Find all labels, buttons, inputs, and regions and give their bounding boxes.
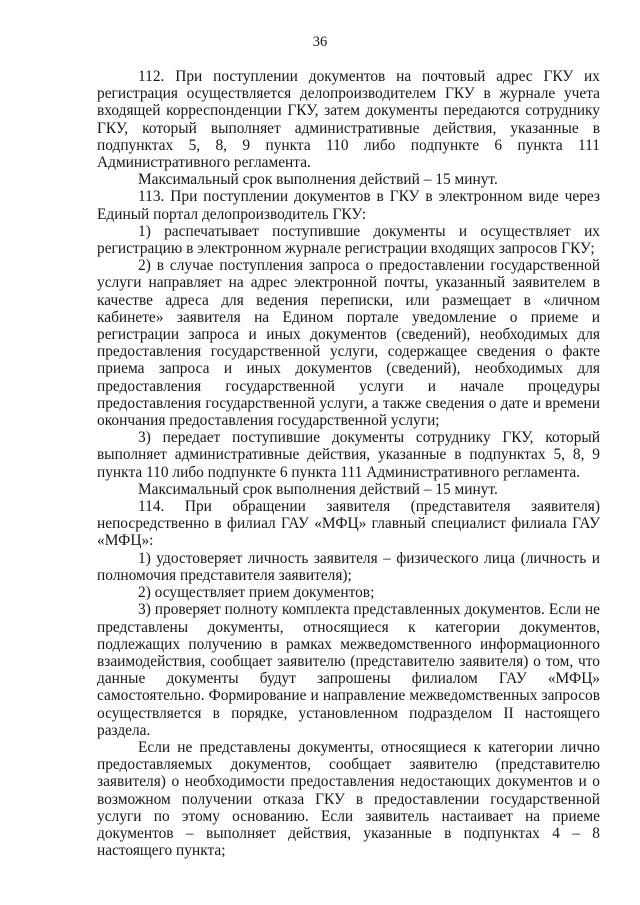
paragraph-114-item-3: 3) проверяет полноту комплекта представленных документов. Если не представлены документы, относящиеся к категории документов, подлежащих получению в рамках межведомственного информационного взаимодействия, сообщает заявителю (представителю заявителя) о том, что данные документы будут запрошены филиалом ГАУ «МФЦ» самостоятельно. Формирование и направление межведомственных запросов осуществляется в порядке, установленном подразделом II настоящего раздела. <box>97 601 600 739</box>
paragraph-112: 112. При поступлении документов на почтовый адрес ГКУ их регистрация осуществляется делопроизводителем ГКУ в журнале учета входящей корреспонденции ГКУ, затем документы передаются сотруднику ГКУ, который выполняет административные действия, указанные в подпунктах 5, 8, 9 пункта 110 либо подпункте 6 пункта 111 Административного регламента. <box>97 68 600 172</box>
page-number: 36 <box>312 34 328 50</box>
paragraph-113: 113. При поступлении документов в ГКУ в электронном виде через Единый портал делопроизводитель ГКУ: <box>97 188 600 223</box>
paragraph-114: 114. При обращении заявителя (представителя заявителя) непосредственно в филиал ГАУ «МФЦ» главный специалист филиала ГАУ «МФЦ»: <box>97 498 600 550</box>
paragraph-114-item-1: 1) удостоверяет личность заявителя – физического лица (личность и полномочия представителя заявителя); <box>97 549 600 584</box>
paragraph-113-item-1: 1) распечатывает поступившие документы и осуществляет их регистрацию в электронном журнале регистрации входящих запросов ГКУ; <box>97 222 600 258</box>
paragraph-113-item-2: 2) в случае поступления запроса о предоставлении государственной услуги направляет на адрес электронной почты, указанный заявителем в качестве адреса для ведения переписки, или размещает в «личном кабинете» заявителя на Едином портале уведомление о приеме и регистрации запроса и иных документов (сведений), необходимых для предоставления государственной услуги, содержащее сведения о факте приема запроса и иных документов (сведений), необходимых для предоставления государственной услуги и начале процедуры предоставления государственной услуги, а также сведения о дате и времени окончания предоставления государственной услуги; <box>97 257 600 430</box>
paragraph-113-item-3: 3) передает поступившие документы сотруднику ГКУ, который выполняет административные действия, указанные в подпунктах 5, 8, 9 пункта 110 либо подпункте 6 пункта 111 Административного регламента. <box>97 429 600 481</box>
paragraph-114-item-3-continued: Если не представлены документы, относящиеся к категории лично предоставляемых документов, сообщает заявителю (представителю заявителя) о необходимости предоставления недостающих документов и о возможном получении отказа ГКУ в предоставлении государственной услуги по этому основанию. Если заявитель настаивает на приеме документов – выполняет действия, указанные в подпунктах 4 – 8 настоящего пункта; <box>97 738 600 860</box>
paragraph-114-item-2: 2) осуществляет прием документов; <box>138 584 375 602</box>
paragraph-max-time-1: Максимальный срок выполнения действий – 15 минут. <box>138 171 498 189</box>
document-body <box>97 68 600 859</box>
paragraph-max-time-2: Максимальный срок выполнения действий – 15 минут. <box>138 480 498 498</box>
